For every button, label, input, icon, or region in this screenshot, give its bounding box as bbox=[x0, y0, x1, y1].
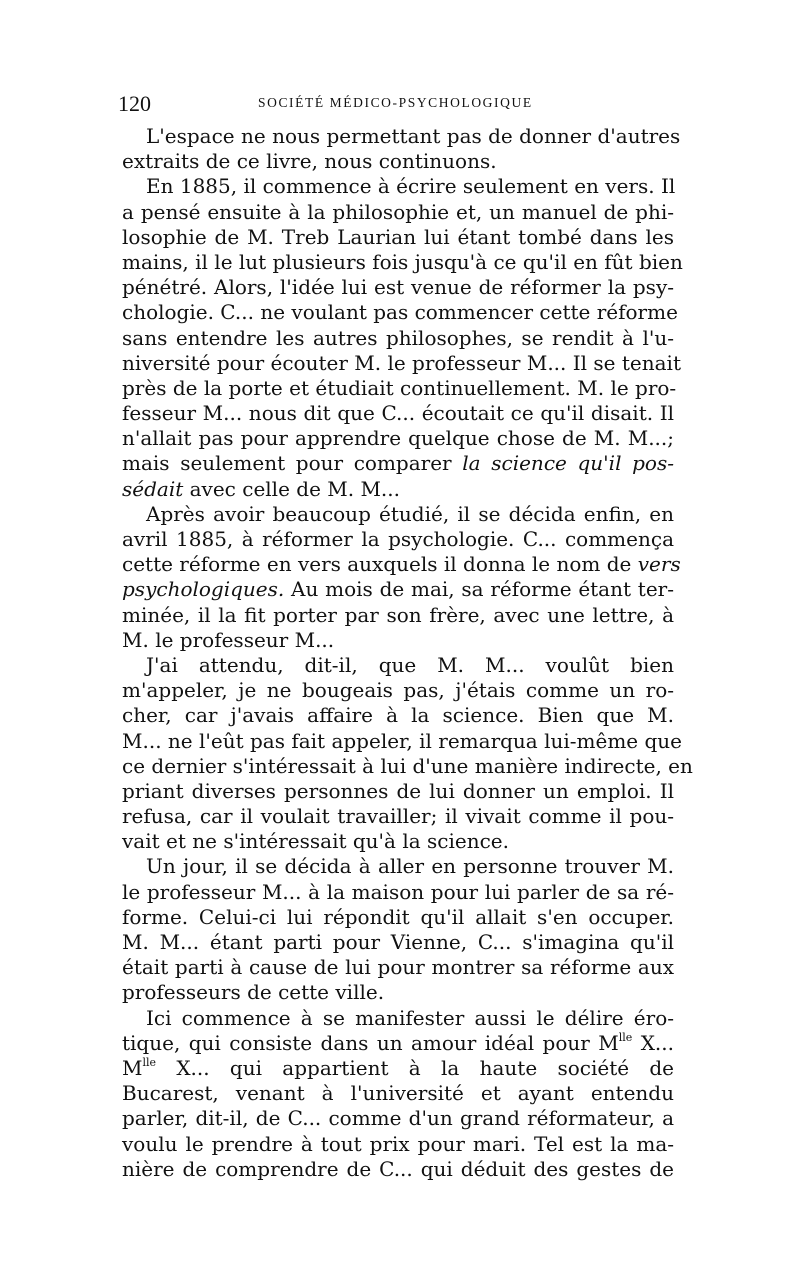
text-segment: avec celle de M. M... bbox=[183, 476, 401, 501]
text-line bbox=[122, 829, 674, 854]
text-segment: fesseur M... nous dit que C... écoutait ce qu'il disait. Il bbox=[122, 401, 674, 426]
text-segment: Après avoir beaucoup étudié, il se décida enfin, en bbox=[146, 501, 674, 526]
text-segment: En 1885, il commence à écrire seulement en vers. Il bbox=[146, 174, 676, 199]
text-line bbox=[122, 628, 674, 653]
text-segment: chologie. C... ne voulant pas commencer cette réforme bbox=[122, 300, 678, 325]
text-segment: voulu le prendre à tout prix pour mari. Tel est la ma- bbox=[122, 1131, 674, 1156]
text-segment: mais seulement pour comparer bbox=[122, 451, 463, 476]
superscript: lle bbox=[618, 1030, 633, 1044]
page-number: 120 bbox=[118, 91, 151, 116]
text-segment: parler, dit-il, de C... comme d'un grand réformateur, a bbox=[122, 1106, 674, 1131]
text-segment: losophie de M. Treb Laurian lui étant tombé dans les bbox=[122, 224, 674, 249]
text-line bbox=[122, 326, 674, 351]
text-segment: m'appeler, je ne bougeais pas, j'étais comme un ro- bbox=[122, 678, 674, 703]
text-segment: M bbox=[122, 1055, 143, 1080]
text-segment: vait et ne s'intéressait qu'à la science. bbox=[122, 829, 509, 854]
text-segment: cette réforme en vers auxquels il donna le nom de bbox=[122, 552, 638, 577]
text-line bbox=[122, 249, 683, 275]
italic-text: psychologiques. bbox=[122, 577, 285, 602]
text-line bbox=[122, 1106, 674, 1131]
text-segment: près de la porte et étudiait continuellement. M. le pro- bbox=[122, 375, 677, 400]
text-line bbox=[122, 225, 674, 250]
text-line bbox=[122, 980, 674, 1005]
text-line bbox=[122, 854, 674, 879]
text-line bbox=[122, 426, 674, 451]
text-line bbox=[122, 300, 678, 325]
text-line bbox=[122, 451, 674, 476]
text-segment: niversité pour écouter M. le professeur M... Il se tenait bbox=[122, 350, 681, 375]
text-line bbox=[122, 753, 693, 779]
text-segment: L'espace ne nous permettant pas de donner d'autres bbox=[146, 124, 681, 148]
body-text bbox=[122, 124, 693, 1182]
text-line bbox=[122, 149, 674, 174]
text-segment: Au mois de mai, sa réforme étant ter- bbox=[284, 577, 674, 602]
italic-text: vers bbox=[637, 552, 681, 577]
text-segment: sans entendre les autres philosophes, se rendit à l'u- bbox=[122, 325, 674, 350]
text-line bbox=[122, 350, 681, 376]
text-segment: M. M... étant parti pour Vienne, C... s'imagina qu'il bbox=[122, 930, 674, 954]
text-segment: extraits de ce livre, nous continuons. bbox=[122, 149, 497, 174]
text-line bbox=[122, 905, 674, 930]
text-line bbox=[122, 124, 681, 149]
text-segment: M. le professeur M... bbox=[122, 627, 335, 652]
text-line bbox=[122, 1056, 674, 1081]
text-segment: a pensé ensuite à la philosophie et, un manuel de phi- bbox=[122, 199, 674, 224]
text-line bbox=[122, 200, 674, 225]
text-segment: J'ai attendu, dit-il, que M. M... voulût bien bbox=[146, 652, 674, 677]
text-segment: était parti à cause de lui pour montrer sa réforme aux bbox=[122, 955, 674, 980]
text-line bbox=[122, 728, 682, 754]
text-line bbox=[122, 1006, 674, 1031]
text-line bbox=[122, 1031, 674, 1056]
text-segment: tique, qui consiste dans un amour idéal pour M bbox=[122, 1030, 619, 1055]
text-line bbox=[122, 955, 674, 980]
text-segment: avril 1885, à réformer la psychologie. C... commença bbox=[122, 527, 674, 551]
text-segment: X... bbox=[632, 1030, 675, 1055]
text-segment: priant diverses personnes de lui donner un emploi. Il bbox=[122, 778, 674, 803]
text-line bbox=[122, 174, 674, 199]
text-line bbox=[122, 552, 681, 577]
text-segment: professeurs de cette ville. bbox=[122, 980, 385, 1005]
text-line bbox=[122, 577, 674, 602]
text-line bbox=[122, 1157, 674, 1182]
text-line bbox=[122, 401, 674, 426]
text-line bbox=[122, 653, 674, 678]
text-line bbox=[122, 880, 674, 905]
text-line bbox=[122, 502, 674, 527]
text-line bbox=[122, 804, 674, 829]
running-title: SOCIÉTÉ MÉDICO-PSYCHOLOGIQUE bbox=[258, 95, 533, 110]
text-line bbox=[122, 275, 674, 300]
text-segment: Bucarest, venant à l'université et ayant entendu bbox=[122, 1081, 674, 1106]
text-segment: cher, car j'avais affaire à la science. Bien que M. bbox=[122, 703, 674, 728]
italic-text: la science qu'il pos- bbox=[462, 451, 674, 476]
text-segment: ce dernier s'intéressait à lui d'une manière indirecte, en bbox=[122, 753, 693, 778]
text-segment: minée, il la fit porter par son frère, avec une lettre, à bbox=[122, 602, 674, 627]
text-line bbox=[122, 375, 677, 401]
text-line bbox=[122, 1081, 674, 1106]
text-line bbox=[122, 779, 674, 804]
text-segment: forme. Celui-ci lui répondit qu'il allait s'en occuper. bbox=[122, 904, 674, 929]
text-segment: nière de comprendre de C... qui déduit des gestes de bbox=[122, 1156, 674, 1181]
text-segment: Ici commence à se manifester aussi le délire éro- bbox=[146, 1005, 674, 1030]
italic-text: sédait bbox=[122, 476, 184, 501]
text-line bbox=[122, 1132, 674, 1157]
superscript: lle bbox=[142, 1055, 157, 1069]
text-segment: refusa, car il voulait travailler; il vivait comme il pou- bbox=[122, 804, 674, 829]
text-line bbox=[122, 930, 674, 955]
text-segment: le professeur M... à la maison pour lui parler de sa ré- bbox=[122, 879, 674, 904]
text-line bbox=[122, 477, 674, 502]
text-segment: n'allait pas pour apprendre quelque chose de M. M...; bbox=[122, 426, 674, 451]
text-segment: mains, il le lut plusieurs fois jusqu'à ce qu'il en fût bien bbox=[122, 249, 683, 274]
text-segment: M... ne l'eût pas fait appeler, il remarqua lui-même que bbox=[122, 728, 682, 753]
text-line bbox=[122, 678, 674, 703]
text-segment: pénétré. Alors, l'idée lui est venue de réformer la psy- bbox=[122, 275, 674, 300]
text-line bbox=[122, 703, 674, 728]
text-line bbox=[122, 603, 674, 628]
page-header bbox=[118, 91, 674, 119]
text-line bbox=[122, 527, 674, 552]
text-segment: X... qui appartient à la haute société de bbox=[156, 1055, 674, 1080]
text-segment: Un jour, il se décida à aller en personne trouver M. bbox=[146, 854, 674, 879]
